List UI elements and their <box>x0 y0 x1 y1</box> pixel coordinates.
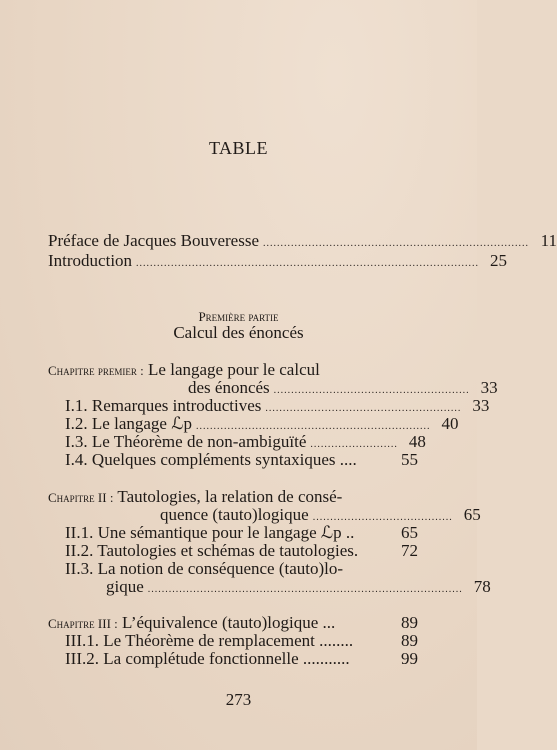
leader-dots: .................................................................................................. <box>136 258 480 269</box>
chapter-title-cont: des énoncés <box>188 378 270 397</box>
page-title: TABLE <box>208 138 269 158</box>
chapter-prefix: Chapitre II : <box>48 490 114 505</box>
chapter-prefix: Chapitre premier : <box>48 363 144 378</box>
section-title: Une sémantique pour le langage ℒp .. <box>97 523 355 542</box>
toc-subentry <box>65 449 418 470</box>
section-number: II.3. <box>65 559 94 578</box>
section-number: I.2. <box>65 414 88 433</box>
section-number: I.1. <box>65 396 88 415</box>
section-title-cont: gique <box>106 577 144 596</box>
leader-dots: ................................................................... <box>195 421 431 432</box>
toc-entry-preface <box>48 230 557 251</box>
section-title: Quelques compléments syntaxiques .... <box>91 450 357 469</box>
toc-entry-page: 89 <box>401 613 418 632</box>
section-title: Remarques introductives <box>91 396 262 415</box>
toc-entry-page: 48 <box>408 432 426 451</box>
toc-entry-page: 65 <box>401 523 418 542</box>
section-number: II.2. <box>65 541 94 560</box>
chapter-title: L’équivalence (tauto)logique ... <box>122 613 336 632</box>
section-title: Le Théorème de remplacement ........ <box>103 631 354 650</box>
toc-entry-label: Préface de Jacques Bouveresse <box>48 231 259 250</box>
section-title: Tautologies et schémas de tautologies. <box>97 541 359 560</box>
leader-dots: ......................... <box>310 439 398 450</box>
leader-dots: ........................................................ <box>265 403 462 414</box>
chapter-prefix: Chapitre III : <box>48 616 118 631</box>
toc-entry-page: 89 <box>401 631 418 650</box>
section-title: La notion de conséquence (tauto)lo- <box>97 559 344 578</box>
part-label: Première partie <box>198 309 279 324</box>
page-number: 273 <box>225 690 252 709</box>
chapter-title: Le langage pour le calcul <box>148 360 320 379</box>
toc-subentry-cont <box>106 576 491 597</box>
toc-entry-page: 40 <box>441 414 459 433</box>
leader-dots: ........................................ <box>312 512 453 523</box>
part-title: Calcul des énoncés <box>173 323 304 342</box>
toc-entry-page: 99 <box>401 649 418 668</box>
toc-entry-page: 33 <box>472 396 490 415</box>
toc-subentry <box>65 648 418 669</box>
toc-entry-label: Introduction <box>48 251 133 270</box>
toc-entry-page: 11 <box>540 231 557 250</box>
section-number: III.1. <box>65 631 99 650</box>
toc-entry-page: 72 <box>401 541 418 560</box>
toc-entry-page: 55 <box>401 450 418 469</box>
section-number: I.3. <box>65 432 88 451</box>
chapter-title: Tautologies, la relation de consé- <box>117 487 343 506</box>
leader-dots: ............................................................................ <box>263 238 529 249</box>
section-title: Le Théorème de non-ambiguïté <box>91 432 307 451</box>
section-number: II.1. <box>65 523 94 542</box>
leader-dots: .......................................................................................... <box>147 584 463 595</box>
leader-dots: ........................................................ <box>273 385 470 396</box>
section-number: I.4. <box>65 450 88 469</box>
toc-entry-page: 33 <box>480 378 498 397</box>
toc-entry-page: 78 <box>473 577 491 596</box>
section-title: La complétude fonctionnelle ........... <box>103 649 350 668</box>
toc-entry-page: 25 <box>490 251 508 270</box>
section-number: III.2. <box>65 649 99 668</box>
toc-entry-page: 65 <box>463 505 481 524</box>
toc-entry-introduction <box>48 250 508 271</box>
chapter-title-cont: quence (tauto)logique <box>160 505 309 524</box>
section-title: Le langage ℒp <box>91 414 192 433</box>
